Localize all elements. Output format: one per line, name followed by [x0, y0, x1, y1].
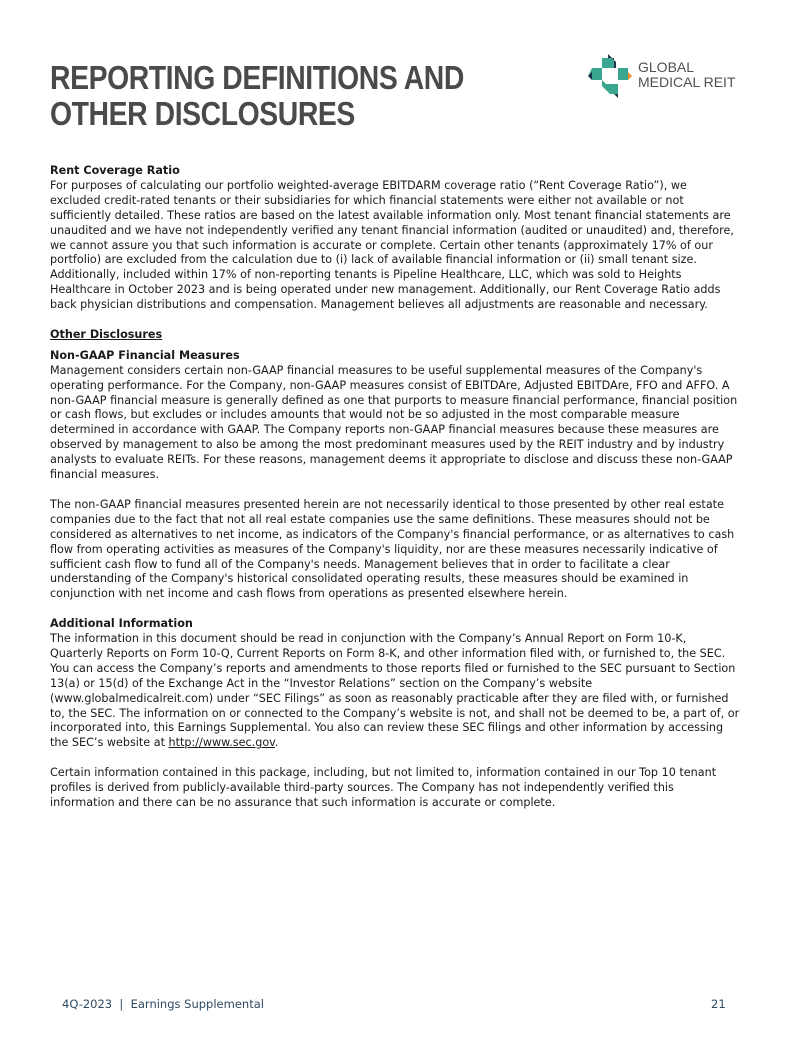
additional-info-heading: Additional Information	[50, 617, 193, 631]
page-number: 21	[711, 997, 726, 1011]
footer-doc-name: Earnings Supplemental	[130, 997, 264, 1011]
rent-coverage-body: For purposes of calculating our portfolio weighted-average EBITDARM coverage ratio (“Rent Coverage Ratio”), we excluded credit-rated tenants or their subsidiaries for which financial statements were either not available or not sufficiently detailed. These ratios are based on the latest available information only. Most tenant financial statements are unaudited and we have not independently verified any tenant financial information (audited or unaudited) and, therefore, we cannot assure you that such information is accurate or complete. Certain other tenants (approximately 17% of our portfolio) are excluded from the calculation due to (i) lack of available financial information or (ii) small tenant size. Additionally, included within 17% of non-reporting tenants is Pipeline Healthcare, LLC, which was sold to Heights Healthcare in October 2023 and is being operated under new management. Additionally, our Rent Coverage Ratio adds back physician distributions and compensation. Management believes all adjustments are reasonable and necessary.	[50, 178, 734, 312]
footer-document-label	[62, 997, 264, 1011]
logo-cross-icon	[588, 54, 632, 98]
company-logo	[588, 54, 738, 102]
logo-line-2: MEDICAL REIT	[638, 74, 736, 90]
additional-info-body-1	[50, 632, 740, 751]
sec-website-link[interactable]: http://www.sec.gov	[168, 736, 275, 750]
additional-info-body-2: Certain information contained in this package, including, but not limited to, information contained in our Top 10 tenant profiles is derived from publicly-available third-party sources. The Company has not independently verified this information and there can be no assurance that such information is accurate or complete.	[50, 766, 717, 809]
page-title	[50, 60, 463, 132]
spacer	[50, 602, 740, 617]
footer-period: 4Q-2023	[62, 997, 113, 1011]
document-body	[50, 164, 740, 811]
rent-coverage-heading: Rent Coverage Ratio	[50, 164, 180, 177]
other-disclosures-heading: Other Disclosures	[50, 327, 163, 341]
additional-info-text-end: .	[274, 736, 279, 750]
logo-line-1: GLOBAL	[638, 59, 695, 75]
spacer	[50, 751, 740, 766]
page-title-line-1: REPORTING DEFINITIONS AND	[50, 59, 464, 96]
spacer	[50, 483, 740, 498]
additional-info-text: The information in this document should be read in conjunction with the Company’s Annual Report on Form 10-K, Quarterly Reports on Form 10-Q, Current Reports on Form 8-K, and other information filed with, or furnished to, the SEC. You can access the Company’s reports and amendments to those reports filed or furnished to the SEC pursuant to Section 13(a) or 15(d) of the Exchange Act in the “Investor Relations” section on the Company’s website (www.globalmedicalreit.com) under “SEC Filings” as soon as reasonably practicable after they are filed with, or furnished to, the SEC. The information on or connected to the Company’s website is not, and shall not be deemed to be, a part of, or incorporated into, this Earnings Supplemental. You also can review these SEC filings and other information by accessing the SEC’s website at	[50, 632, 740, 750]
non-gaap-body-2: The non-GAAP financial measures presented herein are not necessarily identical to those presented by other real estate companies due to the fact that not all real estate companies use the same definitions. These measures should not be considered as alternatives to net income, as indicators of the Company's financial performance, or as alternatives to cash flow from operating activities as measures of the Company's liquidity, nor are these measures necessarily indicative of sufficient cash flow to fund all of the Company's needs. Management believes that in order to facilitate a clear understanding of the Company's historical consolidated operating results, these measures should be examined in conjunction with net income and cash flows from operations as presented elsewhere herein.	[50, 497, 735, 601]
logo-wordmark	[638, 60, 736, 90]
non-gaap-body-1: Management considers certain non-GAAP financial measures to be useful supplemental measures of the Company's operating performance. For the Company, non-GAAP measures consist of EBITDAre, Adjusted EBITDAre, FFO and AFFO. A non-GAAP financial measure is generally defined as one that purports to measure financial performance, financial position or cash flows, but excludes or includes amounts that would not be so adjusted in the most comparable measure determined in accordance with GAAP. The Company reports non-GAAP financial measures because these measures are observed by management to also be among the most predominant measures used by the REIT industry and by industry analysts to evaluate REITs. For these reasons, management deems it appropriate to disclose and discuss these non-GAAP financial measures.	[50, 363, 738, 482]
footer-separator: |	[119, 997, 124, 1011]
non-gaap-heading: Non-GAAP Financial Measures	[50, 348, 240, 362]
page-title-line-2: OTHER DISCLOSURES	[50, 95, 355, 132]
spacer	[50, 313, 740, 328]
